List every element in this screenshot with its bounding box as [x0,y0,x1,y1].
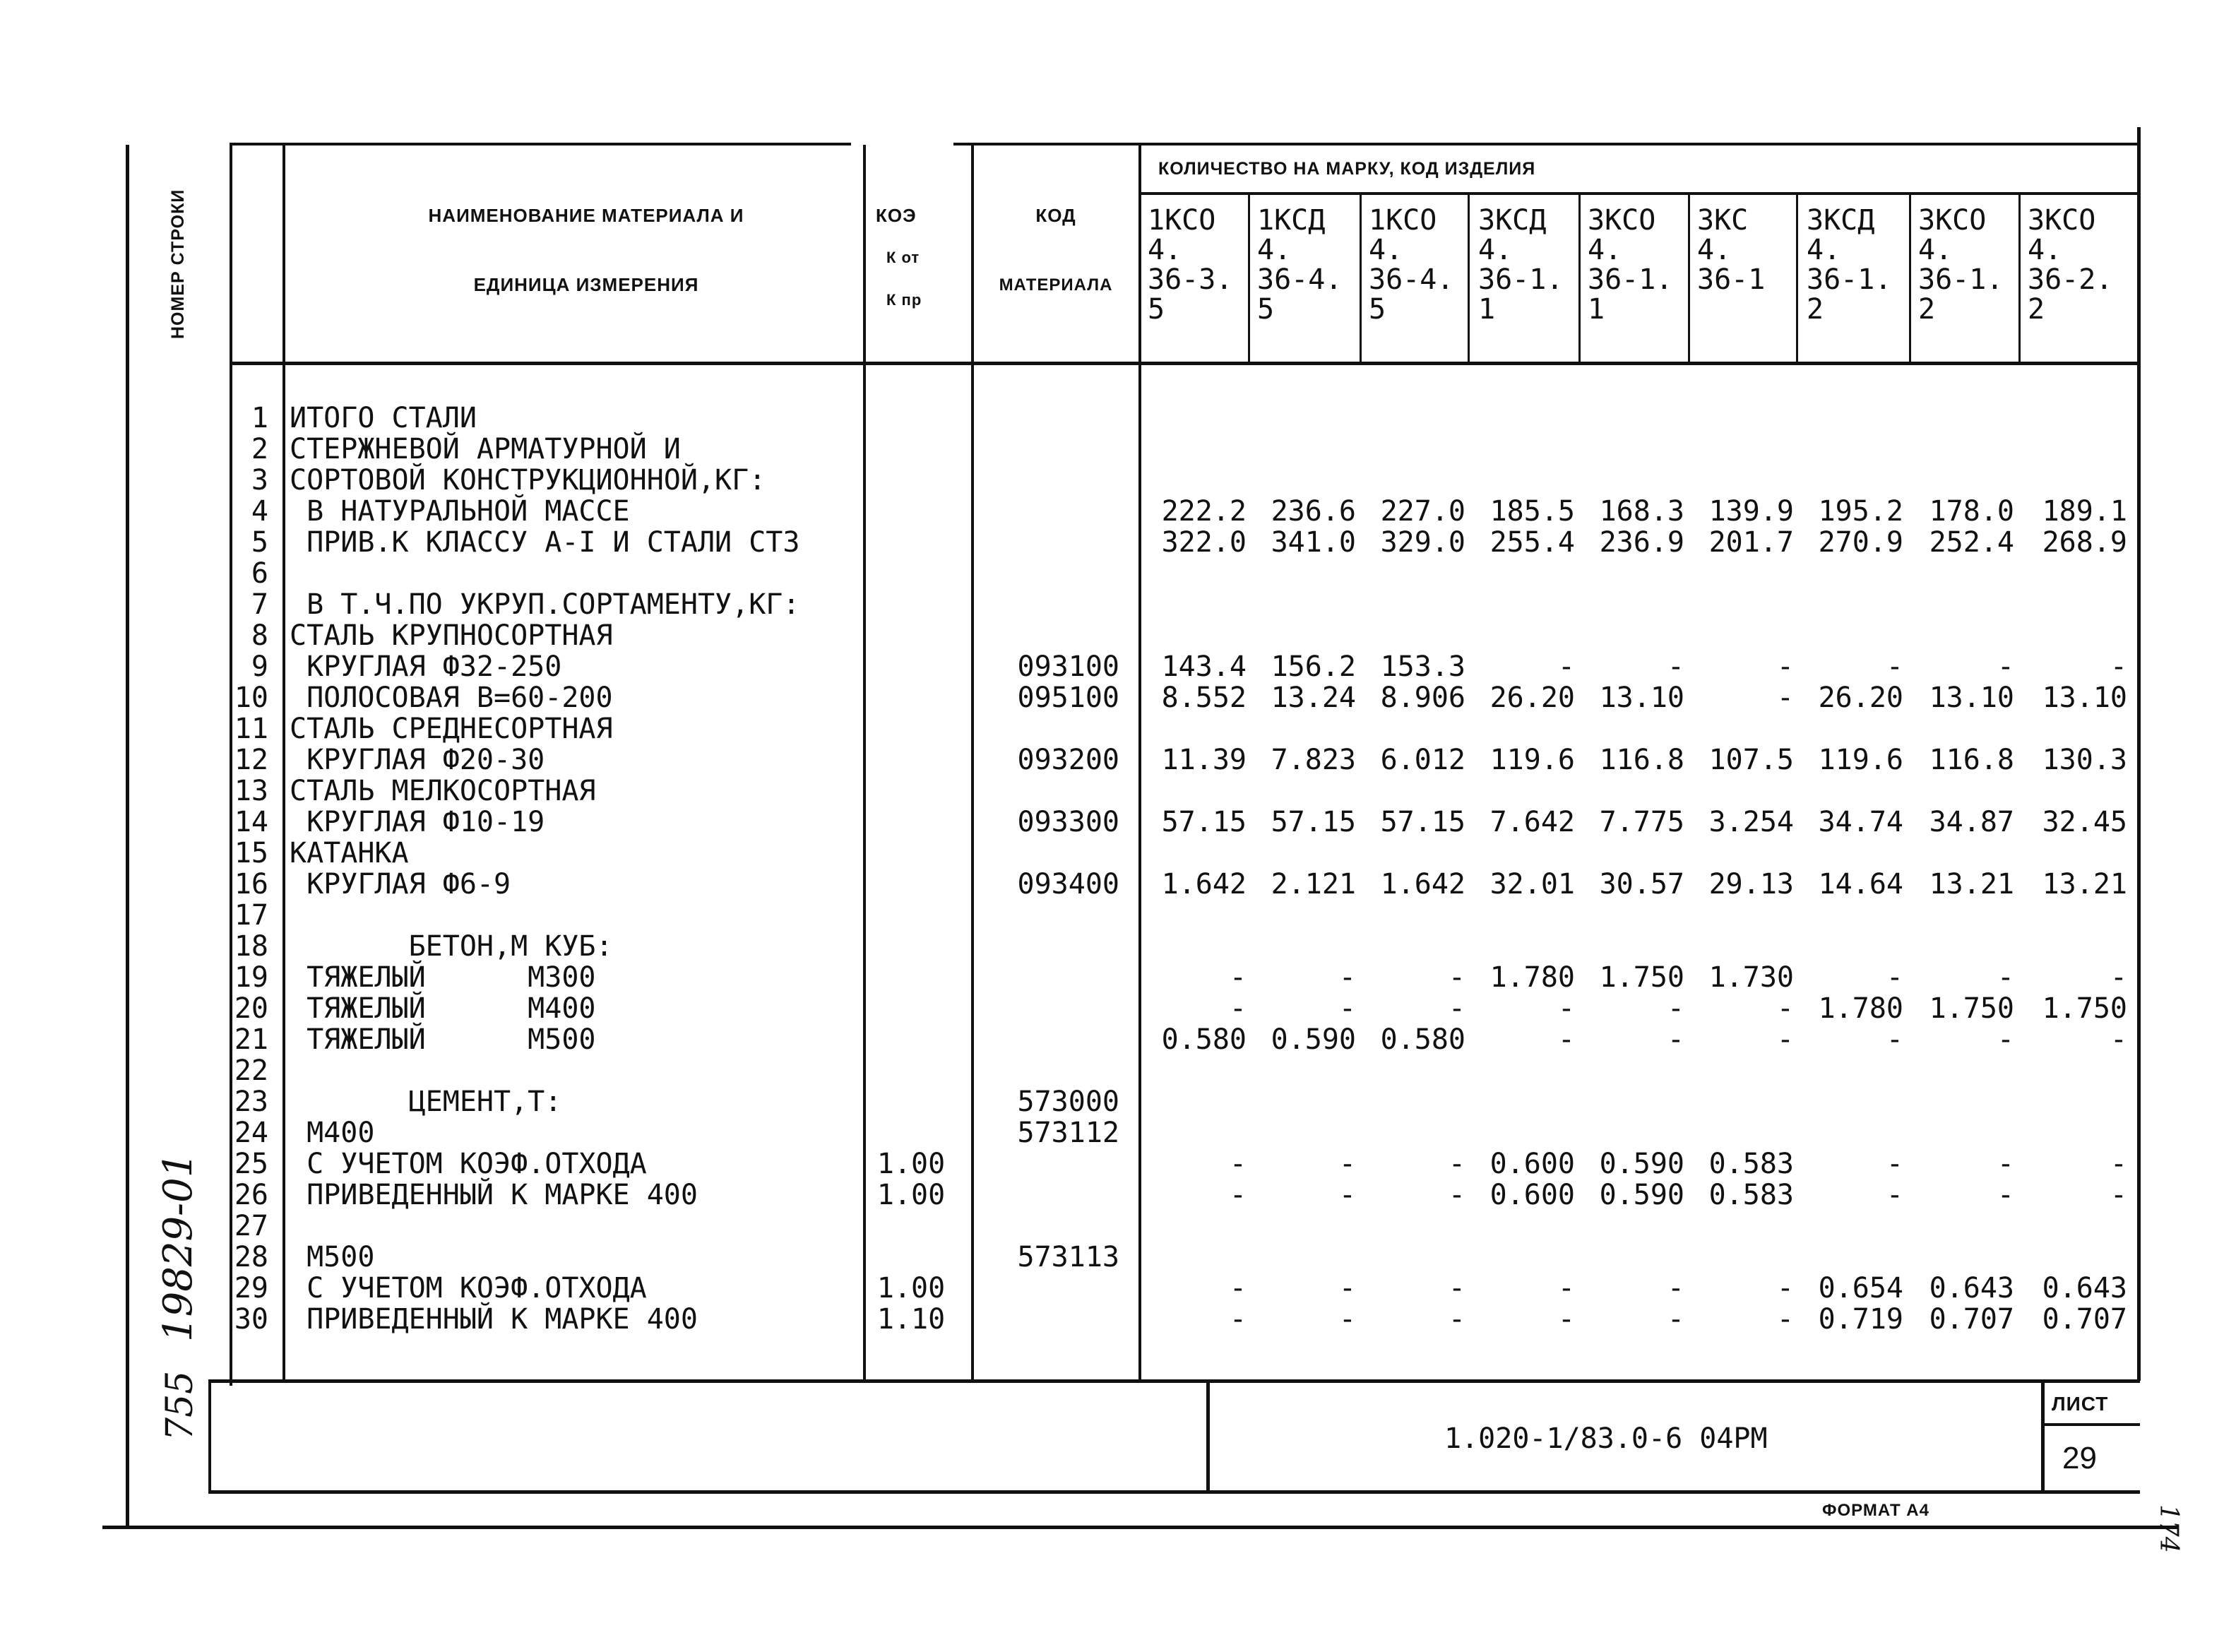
coefficient: 1.00 [876,1148,946,1180]
mark-header-2-line-4: 5 [1257,293,1275,326]
row-number: 21 [234,1023,268,1056]
quantity-value: - [1776,1023,1794,1056]
mark-sep-2 [1360,194,1362,364]
quantity-value: - [1886,650,1903,683]
row-number: 13 [234,775,268,807]
bottom-binding-line [102,1526,2179,1529]
quantity-value: 116.8 [1929,744,2014,776]
mark-header-8-line-3: 36-1. [1918,263,2004,296]
coefficient: 1.10 [876,1303,946,1336]
material-name: КРУГЛАЯ Ф6-9 [290,868,511,901]
row-number: 15 [234,837,268,869]
stamp-sheet-line [2041,1423,2140,1426]
quantity-value: 13.21 [2042,868,2127,901]
quantity-value: - [1338,992,1356,1025]
quantity-value: 0.590 [1599,1148,1684,1180]
sheet-label: ЛИСТ [2052,1393,2109,1415]
quantity-value: 13.24 [1271,682,1356,714]
quantity-value: 236.9 [1599,526,1684,559]
left-margin-small: 755 [159,1370,201,1441]
right-margin-number: 174 [2154,1504,2183,1553]
mark-header-5-line-2: 4. [1588,234,1622,266]
material-name: ПРИВЕДЕННЫЙ К МАРКЕ 400 [290,1179,698,1211]
mark-header-6-line-3: 36-1 [1697,263,1766,296]
mark-header-8-line-2: 4. [1918,234,1953,266]
mark-header-3-line-1: 1КСО [1369,204,1437,237]
material-name: ПРИВ.К КЛАССУ А-I И СТАЛИ СТ3 [290,526,800,559]
quantity-value: 34.74 [1818,806,1903,838]
material-name: С УЧЕТОМ КОЭФ.ОТХОДА [290,1148,647,1180]
mark-sep-6 [1796,194,1798,364]
quantity-value: - [1448,1148,1465,1180]
material-name: С УЧЕТОМ КОЭФ.ОТХОДА [290,1272,647,1305]
quantity-value: - [1776,650,1794,683]
quantity-value: 26.20 [1818,682,1903,714]
material-code: 573000 [1017,1086,1119,1118]
row-number: 23 [234,1086,268,1118]
frame-right [2137,127,2141,1381]
quantity-value: - [2110,650,2127,683]
mark-header-4-line-1: 3КСД [1478,204,1547,237]
material-name: КАТАНКА [290,837,409,869]
material-name-header-line1: НАИМЕНОВАНИЕ МАТЕРИАЛА И [428,205,744,226]
quantity-value: - [1667,1272,1684,1305]
row-number: 29 [234,1272,268,1305]
quantity-value: 7.642 [1489,806,1575,838]
quantity-value: 11.39 [1161,744,1247,776]
quantity-value: - [1776,1303,1794,1336]
quantity-value: 57.15 [1161,806,1247,838]
quantity-value: 156.2 [1271,650,1356,683]
quantity-value: - [1997,961,2014,994]
row-number: 22 [234,1054,268,1087]
mark-header-9-line-2: 4. [2028,234,2062,266]
mark-header-3-line-4: 5 [1369,293,1386,326]
mark-header-2-line-1: 1КСД [1257,204,1326,237]
quantity-value: - [1338,961,1356,994]
quantity-value: - [1886,1148,1903,1180]
material-code: 095100 [1017,682,1119,714]
row-number: 4 [251,495,268,528]
quantity-value: 29.13 [1708,868,1794,901]
quantity-value: - [1557,992,1575,1025]
quantity-value: 270.9 [1818,526,1903,559]
quantity-value: 34.87 [1929,806,2014,838]
mark-header-7-line-1: 3КСД [1807,204,1875,237]
quantity-value: - [1997,1179,2014,1211]
quantity-value: 3.254 [1708,806,1794,838]
row-number-header: НОМЕР СТРОКИ [168,189,188,339]
quantity-value: 8.552 [1161,682,1247,714]
material-name: БЕТОН,М КУБ: [290,930,613,963]
row-number: 19 [234,961,268,994]
quantity-value: 0.583 [1708,1148,1794,1180]
quantity-value: 322.0 [1161,526,1247,559]
row-number: 1 [251,402,268,434]
row-number: 2 [251,433,268,465]
mark-header-1-line-3: 36-3. [1148,263,1233,296]
quantity-value: - [1667,1023,1684,1056]
frame-top-left [230,143,851,145]
format-label: ФОРМАТ А4 [1822,1501,1929,1520]
quantity-value: 57.15 [1271,806,1356,838]
mark-header-1-line-4: 5 [1148,293,1165,326]
row-number: 5 [251,526,268,559]
quantity-value: 139.9 [1708,495,1794,528]
material-name: В Т.Ч.ПО УКРУП.СОРТАМЕНТУ,КГ: [290,588,800,621]
quantity-value: 0.600 [1489,1179,1575,1211]
quantity-value: - [1448,1179,1465,1211]
quantity-value: 0.707 [1929,1303,2014,1336]
row-number: 9 [251,650,268,683]
quantity-value: - [1886,1023,1903,1056]
row-number: 20 [234,992,268,1025]
quantity-value: 130.3 [2042,744,2127,776]
material-code: 093400 [1017,868,1119,901]
quantity-value: 1.750 [1929,992,2014,1025]
mark-header-3-line-2: 4. [1369,234,1403,266]
quantity-value: 30.57 [1599,868,1684,901]
quantity-value: 1.642 [1161,868,1247,901]
quantity-value: 0.643 [1929,1272,2014,1305]
quantity-value: 0.580 [1380,1023,1465,1056]
frame-left-lower [208,1381,211,1494]
header-bottom-line [230,362,2140,365]
qty-title-line [1141,192,2140,195]
row-number: 28 [234,1241,268,1273]
material-name: КРУГЛАЯ Ф20-30 [290,744,545,776]
mark-header-5-line-3: 36-1. [1588,263,1673,296]
left-binding-line [126,145,129,1529]
quantity-value: 252.4 [1929,526,2014,559]
sheet-number: 29 [2062,1441,2097,1475]
row-number: 18 [234,930,268,963]
coefficient: 1.00 [876,1272,946,1305]
material-name: ПРИВЕДЕННЫЙ К МАРКЕ 400 [290,1303,698,1336]
quantity-value: 57.15 [1380,806,1465,838]
mark-header-5-line-4: 1 [1588,293,1605,326]
quantity-value: 341.0 [1271,526,1356,559]
mark-header-1-line-2: 4. [1148,234,1182,266]
mark-sep-5 [1688,194,1690,364]
quantity-value: - [1997,1023,2014,1056]
quantity-value: 1.730 [1708,961,1794,994]
quantity-value: - [1667,992,1684,1025]
material-name: СТАЛЬ КРУПНОСОРТНАЯ [290,619,613,652]
mark-header-6-line-2: 4. [1697,234,1732,266]
row-number: 26 [234,1179,268,1211]
mark-header-5-line-1: 3КСО [1588,204,1656,237]
quantity-value: - [1338,1148,1356,1180]
mark-header-3-line-3: 36-4. [1369,263,1454,296]
row-number: 11 [234,713,268,745]
material-name: ПОЛОСОВАЯ В=60-200 [290,682,613,714]
quantity-value: 2.121 [1271,868,1356,901]
quantity-value: - [1667,650,1684,683]
quantity-value: 13.10 [1599,682,1684,714]
material-name: ЦЕМЕНТ,Т: [290,1086,562,1118]
document-code: 1.020-1/83.0-6 04РМ [1444,1422,1768,1455]
quantity-value: - [1338,1272,1356,1305]
quantity-value: 8.906 [1380,682,1465,714]
frame-top-right [953,143,2140,145]
material-name: КРУГЛАЯ Ф10-19 [290,806,545,838]
quantity-value: 153.3 [1380,650,1465,683]
quantity-value: 13.10 [2042,682,2127,714]
quantity-value: - [1997,1148,2014,1180]
quantity-value: 119.6 [1818,744,1903,776]
mark-header-8-line-1: 3КСО [1918,204,1987,237]
qty-title: КОЛИЧЕСТВО НА МАРКУ, КОД ИЗДЕЛИЯ [1158,159,1536,179]
mark-header-4-line-4: 1 [1478,293,1496,326]
coef-header-line2: К от [886,249,920,266]
row-number: 6 [251,557,268,590]
quantity-value: - [1886,961,1903,994]
mark-header-2-line-3: 36-4. [1257,263,1343,296]
stamp-bottom-line [208,1490,2140,1494]
mark-header-9-line-4: 2 [2028,293,2045,326]
quantity-value: 143.4 [1161,650,1247,683]
material-name-header-line2: ЕДИНИЦА ИЗМЕРЕНИЯ [473,274,699,295]
quantity-value: - [1229,1272,1247,1305]
quantity-value: - [1338,1303,1356,1336]
material-name: М500 [290,1241,375,1273]
quantity-value: - [1557,1303,1575,1336]
quantity-value: - [1229,1148,1247,1180]
quantity-value: 0.580 [1161,1023,1247,1056]
quantity-value: 268.9 [2042,526,2127,559]
quantity-value: 0.600 [1489,1148,1575,1180]
quantity-value: 6.012 [1380,744,1465,776]
material-name: М400 [290,1117,375,1149]
quantity-value: 236.6 [1271,495,1356,528]
col-sep-rownum [283,145,285,1381]
mark-header-1-line-1: 1КСО [1148,204,1216,237]
mark-sep-4 [1578,194,1581,364]
quantity-value: 255.4 [1489,526,1575,559]
stamp-sheet-divider [2041,1379,2045,1492]
code-header-line1: КОД [1035,205,1076,226]
quantity-value: 14.64 [1818,868,1903,901]
quantity-value: 1.780 [1818,992,1903,1025]
material-name: ИТОГО СТАЛИ [290,402,477,434]
quantity-value: 1.780 [1489,961,1575,994]
material-code: 573113 [1017,1241,1119,1273]
row-number: 30 [234,1303,268,1336]
row-number: 16 [234,868,268,901]
quantity-value: - [2110,1148,2127,1180]
mark-header-9-line-3: 36-2. [2028,263,2113,296]
mark-sep-8 [2018,194,2021,364]
quantity-value: - [1886,1179,1903,1211]
quantity-value: 1.750 [2042,992,2127,1025]
quantity-value: - [1229,1303,1247,1336]
quantity-value: - [1776,682,1794,714]
row-number: 8 [251,619,268,652]
mark-header-7-line-3: 36-1. [1807,263,1892,296]
quantity-value: 1.750 [1599,961,1684,994]
quantity-value: - [1448,961,1465,994]
material-name: СТАЛЬ МЕЛКОСОРТНАЯ [290,775,596,807]
material-name: СОРТОВОЙ КОНСТРУКЦИОННОЙ,КГ: [290,464,766,497]
row-number: 10 [234,682,268,714]
quantity-value: - [2110,961,2127,994]
quantity-value: - [1557,1272,1575,1305]
material-code: 093200 [1017,744,1119,776]
mark-header-9-line-1: 3КСО [2028,204,2096,237]
quantity-value: 0.654 [1818,1272,1903,1305]
quantity-value: 168.3 [1599,495,1684,528]
quantity-value: - [2110,1179,2127,1211]
row-number: 3 [251,464,268,497]
quantity-value: 116.8 [1599,744,1684,776]
quantity-value: - [1776,1272,1794,1305]
quantity-value: 107.5 [1708,744,1794,776]
row-number: 14 [234,806,268,838]
row-number: 12 [234,744,268,776]
quantity-value: - [1448,1272,1465,1305]
material-name: В НАТУРАЛЬНОЙ МАССЕ [290,495,630,528]
coefficient: 1.00 [876,1179,946,1211]
quantity-value: - [1557,1023,1575,1056]
mark-sep-1 [1248,194,1250,364]
quantity-value: 7.775 [1599,806,1684,838]
quantity-value: 195.2 [1818,495,1903,528]
stamp-top-line [208,1379,2140,1383]
row-number: 7 [251,588,268,621]
mark-header-4-line-3: 36-1. [1478,263,1564,296]
quantity-value: 32.45 [2042,806,2127,838]
quantity-value: - [1557,650,1575,683]
quantity-value: 189.1 [2042,495,2127,528]
quantity-value: 185.5 [1489,495,1575,528]
material-name: ТЯЖЕЛЫЙ М400 [290,992,596,1025]
quantity-value: 119.6 [1489,744,1575,776]
mark-sep-3 [1468,194,1470,364]
quantity-value: 13.21 [1929,868,2014,901]
quantity-value: - [1229,1179,1247,1211]
quantity-value: 329.0 [1380,526,1465,559]
quantity-value: 227.0 [1380,495,1465,528]
quantity-value: 178.0 [1929,495,2014,528]
quantity-value: - [1448,1303,1465,1336]
material-code: 093300 [1017,806,1119,838]
mark-header-2-line-2: 4. [1257,234,1292,266]
quantity-value: - [1776,992,1794,1025]
material-code: 573112 [1017,1117,1119,1149]
material-name: СТЕРЖНЕВОЙ АРМАТУРНОЙ И [290,433,681,465]
material-name: ТЯЖЕЛЫЙ М500 [290,1023,596,1056]
quantity-value: - [2110,1023,2127,1056]
mark-header-7-line-2: 4. [1807,234,1841,266]
material-code: 093100 [1017,650,1119,683]
quantity-value: - [1997,650,2014,683]
stamp-divider [1206,1379,1210,1492]
quantity-value: - [1229,992,1247,1025]
mark-sep-7 [1909,194,1911,364]
quantity-value: - [1667,1303,1684,1336]
row-number: 24 [234,1117,268,1149]
quantity-value: 222.2 [1161,495,1247,528]
material-name: КРУГЛАЯ Ф32-250 [290,650,562,683]
quantity-value: - [1229,961,1247,994]
mark-header-7-line-4: 2 [1807,293,1824,326]
quantity-value: - [1338,1179,1356,1211]
quantity-value: 0.643 [2042,1272,2127,1305]
left-margin-number: 19829-01 [155,1152,201,1342]
mark-header-4-line-2: 4. [1478,234,1513,266]
material-name: ТЯЖЕЛЫЙ М300 [290,961,596,994]
quantity-value: 1.642 [1380,868,1465,901]
row-number: 17 [234,899,268,932]
quantity-value: 32.01 [1489,868,1575,901]
coef-header-line3: К пр [886,291,922,309]
code-header-line2: МАТЕРИАЛА [999,275,1113,295]
quantity-value: 7.823 [1271,744,1356,776]
row-number: 27 [234,1210,268,1242]
mark-header-6-line-1: 3КС [1697,204,1749,237]
quantity-value: - [1448,992,1465,1025]
quantity-value: 0.583 [1708,1179,1794,1211]
quantity-value: 26.20 [1489,682,1575,714]
quantity-value: 0.590 [1599,1179,1684,1211]
row-number: 25 [234,1148,268,1180]
quantity-value: 201.7 [1708,526,1794,559]
quantity-value: 0.707 [2042,1303,2127,1336]
mark-header-8-line-4: 2 [1918,293,1936,326]
material-name: СТАЛЬ СРЕДНЕСОРТНАЯ [290,713,613,745]
coef-header-line1: КОЭ [876,205,917,226]
quantity-value: 0.719 [1818,1303,1903,1336]
quantity-value: 0.590 [1271,1023,1356,1056]
quantity-value: 13.10 [1929,682,2014,714]
